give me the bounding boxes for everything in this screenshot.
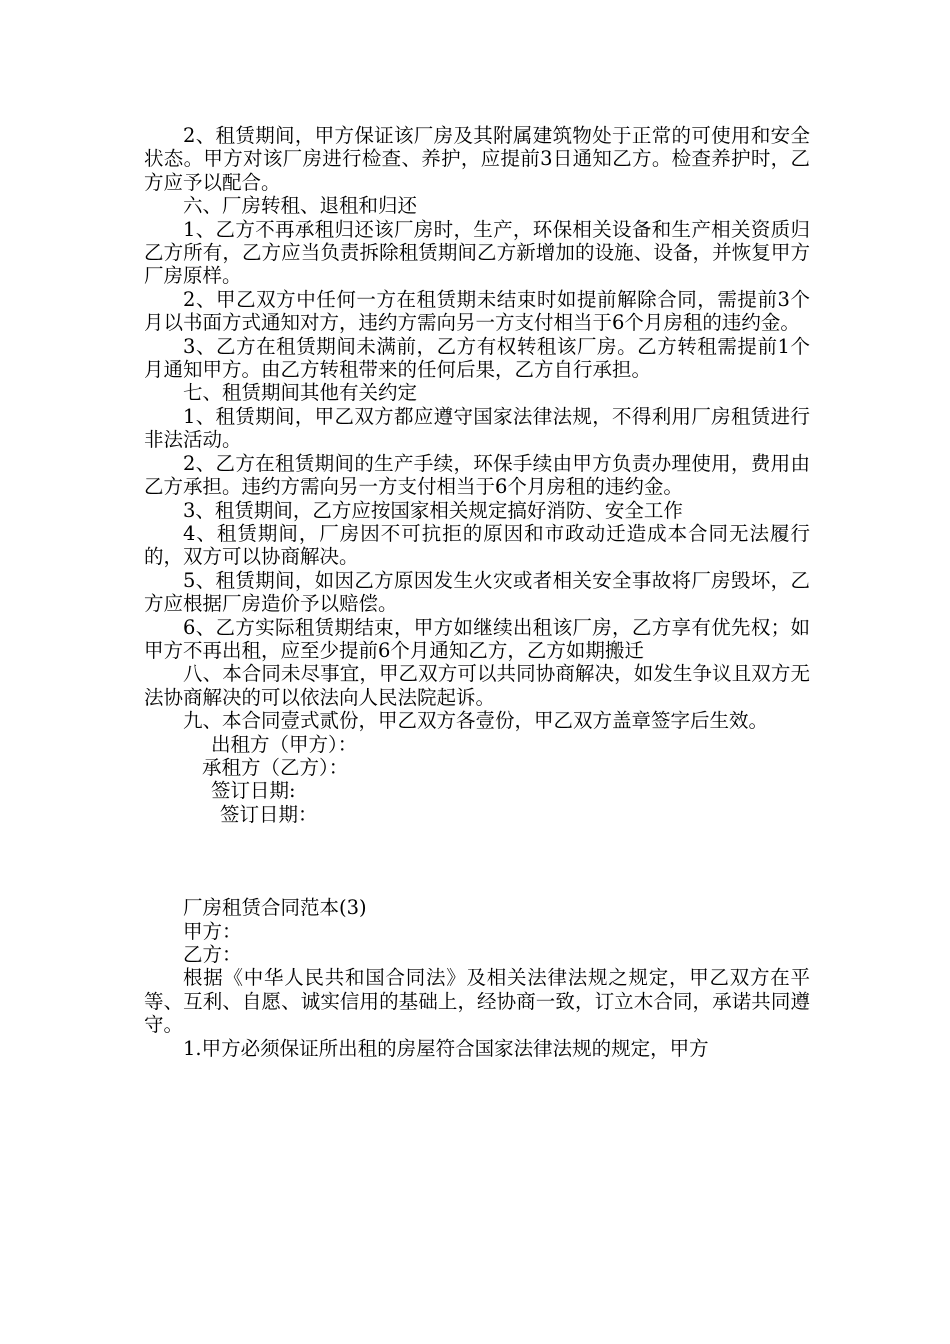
paragraph: 6、乙方实际租赁期结束，甲方如继续出租该厂房，乙方享有优先权；如甲方不再出租，应至少提前6个月通知乙方，乙方如期搬迁 <box>144 615 810 662</box>
paragraph: 2、乙方在租赁期间的生产手续，环保手续由甲方负责办理使用，费用由乙方承担。违约方需向另一方支付相当于6个月房租的违约金。 <box>144 451 810 499</box>
document-body <box>144 124 810 1060</box>
paragraph: 3、租赁期间，乙方应按国家相关规定搞好消防、安全工作 <box>183 498 683 522</box>
paragraph: 1、租赁期间，甲乙双方都应遵守国家法律法规，不得利用厂房租赁进行非法活动。 <box>144 404 810 452</box>
spacer <box>144 826 810 896</box>
paragraph: 九、本合同壹式贰份，甲乙双方各壹份，甲乙双方盖章签字后生效。 <box>183 709 769 733</box>
paragraph: 3、乙方在租赁期间未满前，乙方有权转租该厂房。乙方转租需提前1个月通知甲方。由乙方转租带来的任何后果，乙方自行承担。 <box>144 334 810 382</box>
paragraph: 2、甲乙双方中任何一方在租赁期未结束时如提前解除合同，需提前3个月以书面方式通知对方，违约方需向另一方支付相当于6个月房租的违约金。 <box>144 287 810 335</box>
signature-lessee: 承租方（乙方）： <box>202 755 349 779</box>
paragraph: 1、乙方不再承租归还该厂房时，生产，环保相关设备和生产相关资质归乙方所有，乙方应当负责拆除租赁期间乙方新增加的设施、设备，并恢复甲方厂房原样。 <box>144 217 810 288</box>
paragraph: 2、租赁期间，甲方保证该厂房及其附属建筑物处于正常的可使用和安全状态。甲方对该厂房进行检查、养护，应提前3日通知乙方。检查养护时，乙方应予以配合。 <box>144 124 810 194</box>
signature-date: 签订日期: <box>211 779 296 803</box>
paragraph: 八、本合同未尽事宜，甲乙双方可以共同协商解决，如发生争议且双方无法协商解决的可以依法向人民法院起诉。 <box>144 662 810 709</box>
party-b: 乙方： <box>183 943 242 966</box>
section-heading: 七、租赁期间其他有关约定 <box>183 381 418 405</box>
paragraph: 根据《中华人民共和国合同法》及相关法律法规之规定，甲乙双方在平 等、互利、自愿、诚实信用的基础上，经协商一致，订立木合同，承诺共同遵 守。 <box>144 966 810 1037</box>
contract-title: 厂房租赁合同范本(3) <box>183 896 367 920</box>
signature-lessor: 出租方（甲方）： <box>211 732 358 756</box>
signature-date-2: 签订日期： <box>220 802 318 826</box>
paragraph: 5、租赁期间，如因乙方原因发生火灾或者相关安全事故将厂房毁坏，乙方应根据厂房造价予以赔偿。 <box>144 568 810 616</box>
paragraph: 4、租赁期间，厂房因不可抗拒的原因和市政动迁造成本合同无法履行的，双方可以协商解决。 <box>144 521 810 569</box>
section-heading: 六、厂房转租、退租和归还 <box>183 194 418 218</box>
paragraph: 1.甲方必须保证所出租的房屋符合国家法律法规的规定，甲方 <box>183 1036 709 1060</box>
party-a: 甲方： <box>183 919 242 943</box>
